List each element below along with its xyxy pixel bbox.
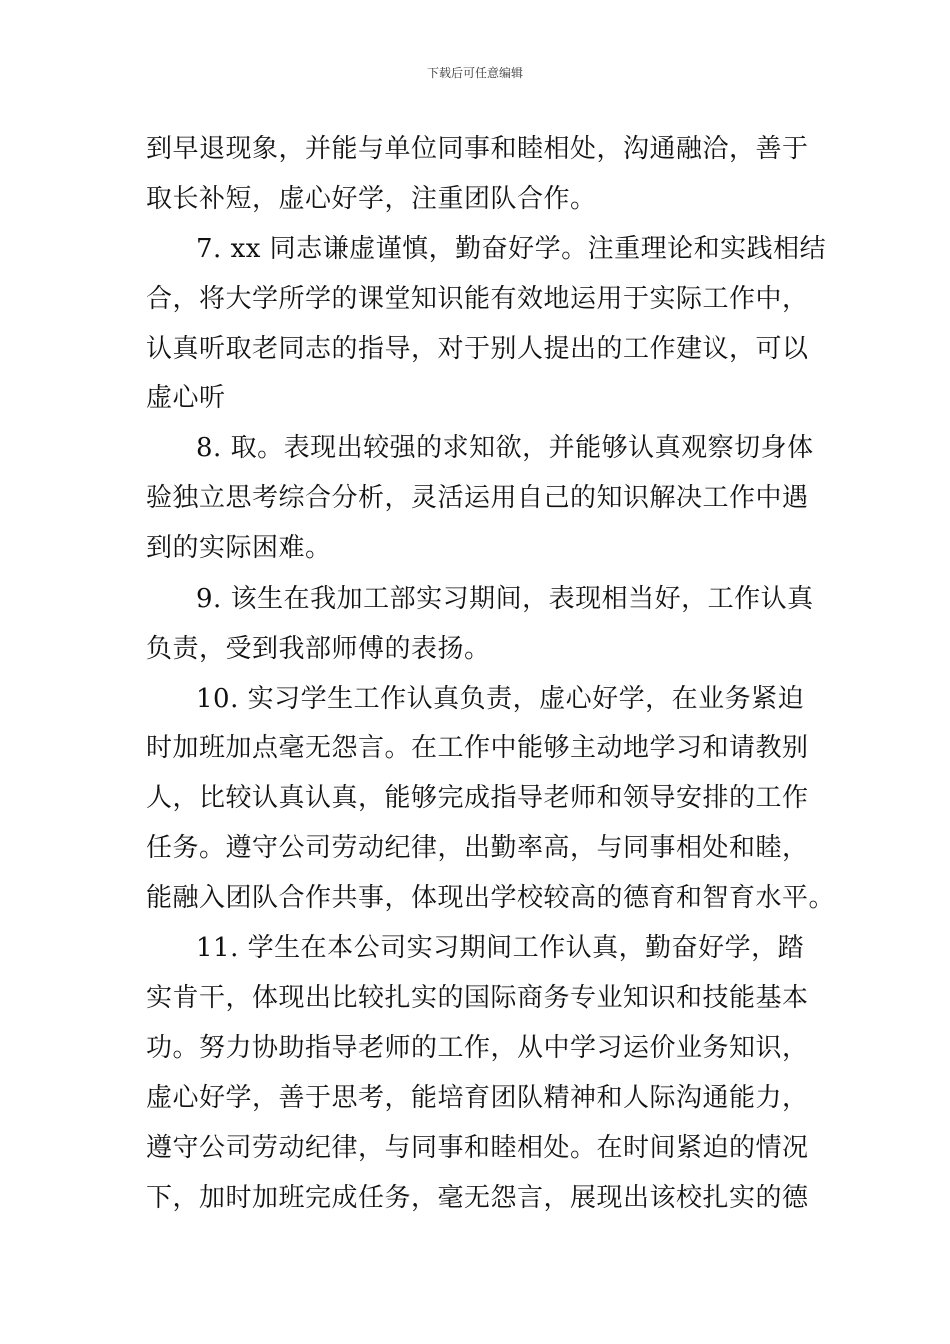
text-line: 合，将大学所学的课堂知识能有效地运用于实际工作中， [146,284,809,314]
text-line: 下，加时加班完成任务，毫无怨言，展现出该校扎实的德 [146,1183,809,1213]
text-line: 虚心听 [146,383,226,413]
text-line: 9. 该生在我加工部实习期间，表现相当好，工作认真 [196,584,814,614]
text-line: 7. xx 同志谦虚谨慎，勤奋好学。注重理论和实践相结 [196,234,827,264]
text-line: 验独立思考综合分析，灵活运用自己的知识解决工作中遇 [146,483,809,513]
text-line: 时加班加点毫无怨言。在工作中能够主动地学习和请教别 [146,733,809,763]
text-line: 11. 学生在本公司实习期间工作认真，勤奋好学，踏 [196,933,805,963]
page-header: 下载后可任意编辑 [426,66,523,80]
text-line: 负责，受到我部师傅的表扬。 [146,634,491,664]
text-line: 任务。遵守公司劳动纪律，出勤率高，与同事相处和睦， [146,833,809,863]
text-line: 认真听取老同志的指导，对于别人提出的工作建议，可以 [146,334,809,364]
text-line: 人，比较认真认真，能够完成指导老师和领导安排的工作 [146,783,809,813]
text-line: 10. 实习学生工作认真负责，虚心好学，在业务紧迫 [196,684,805,714]
text-line: 到早退现象，并能与单位同事和睦相处，沟通融洽，善于 [146,134,809,164]
text-line: 8. 取。表现出较强的求知欲，并能够认真观察切身体 [196,433,814,463]
text-line: 功。努力协助指导老师的工作，从中学习运价业务知识， [146,1033,809,1063]
text-line: 到的实际困难。 [146,533,332,563]
text-line: 实肯干，体现出比较扎实的国际商务专业知识和技能基本 [146,983,809,1013]
text-line: 取长补短，虚心好学，注重团队合作。 [146,184,597,214]
text-line: 能融入团队合作共事，体现出学校较高的德育和智育水平。 [146,883,836,913]
text-line: 遵守公司劳动纪律，与同事和睦相处。在时间紧迫的情况 [146,1133,809,1163]
text-line: 虚心好学，善于思考，能培育团队精神和人际沟通能力， [146,1083,809,1113]
